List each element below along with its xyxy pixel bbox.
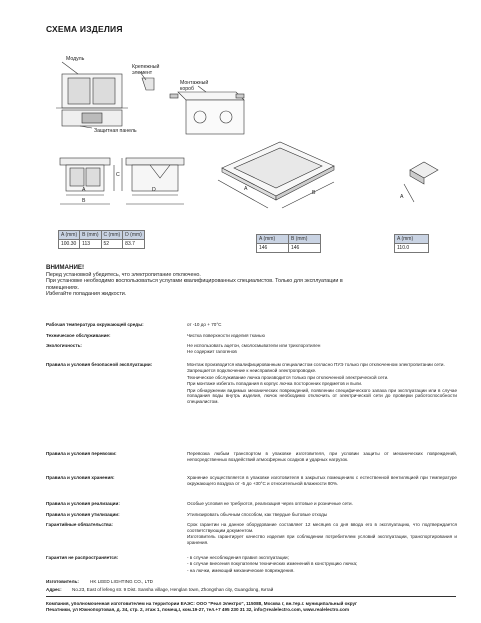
spec-value-line: от -10 до + 70°C <box>187 322 222 327</box>
spec-value-line: Особые условия не требуются, реализация через оптовые и розничные сети. <box>187 501 353 506</box>
warning-line: Перед установкой убедитесь, что электропитание отключено. <box>46 272 201 278</box>
spec-value <box>187 475 457 487</box>
page-title: СХЕМА ИЗДЕЛИЯ <box>46 24 123 34</box>
spec-value-line: Изготовитель гарантирует качество изделия при соблюдении потребителем условий эксплуатации, транспортирования и хранения. <box>187 533 457 545</box>
spec-value <box>187 362 457 405</box>
dim-label-a-part: A <box>400 194 404 200</box>
address-value: No.23, East of lefeng str. 9 Dist. Sansha village, Henglan town, Zhongshan city, Guangdong, Китай <box>72 587 274 592</box>
dim-label-b-iso: B <box>312 190 316 196</box>
spec-value-line: Чистка поверхности изделия тканью <box>187 333 265 338</box>
manufacturer-label: Изготовитель: <box>46 579 79 584</box>
spec-value <box>187 555 457 574</box>
warning-text <box>46 272 446 298</box>
manufacturer-value: HK LEED LIGHTING CO., LTD <box>90 579 153 584</box>
dim-label-c: C <box>116 172 120 178</box>
dimension-table-1 <box>58 230 145 249</box>
dimension-drawings <box>0 0 481 230</box>
warning-line: Избегайте попадания жидкости. <box>46 291 127 298</box>
spec-key: Правила и условия реализации: <box>46 501 120 506</box>
spec-key: Правила и условия безопасной эксплуатации: <box>46 362 153 367</box>
footer-company <box>46 601 466 612</box>
spec-value <box>187 333 457 339</box>
warning-line: При установке необходимо воспользоваться услугами квалифицированных специалистов. Только для эксплуатации в <box>46 278 343 285</box>
manufacturer-row <box>46 579 466 585</box>
spec-value <box>187 343 457 356</box>
spec-key: Гарантия не распространяется: <box>46 555 119 560</box>
dimension-table-2 <box>256 234 321 253</box>
warning-title: ВНИМАНИЕ! <box>46 264 85 271</box>
footer-divider <box>46 596 456 597</box>
warning-line: помещениях. <box>46 284 80 291</box>
spec-key: Гарантийные обязательства: <box>46 522 113 527</box>
table-cell: 52 <box>101 240 123 249</box>
label-module: Модуль <box>66 56 85 62</box>
spec-value-line: Монтаж производится квалифицированным специалистом согласно ПУЭ только при отключенном электропитании сети. <box>187 362 445 367</box>
spec-key: Правила и условия утилизации: <box>46 512 120 517</box>
dim-label-d: D <box>152 187 156 193</box>
table-cell: 83.7 <box>123 240 145 249</box>
spec-key: Техническое обслуживание: <box>46 333 111 338</box>
spec-value <box>187 322 457 328</box>
spec-value-line: Утилизировать обычным способом, как твердые бытовые отходы <box>187 512 328 517</box>
dimension-table-3 <box>394 234 429 253</box>
table-header: A (mm) <box>395 235 429 244</box>
table-cell: 100.30 <box>59 240 80 249</box>
dim-label-a-front: A <box>82 187 86 193</box>
address-label: Адрес: <box>46 587 62 592</box>
spec-value-line: При обнаружении видимых механических повреждений, появлении специфического запаха при эксплуатации или в случае попадания воды внутрь изделия, лючок необходимо отключить от электрической сети до проверки работоспособности специалистом. <box>187 387 457 404</box>
spec-value-line: Запрещается подключение к неисправной электропроводке. <box>187 368 317 374</box>
label-fastener: Крепежный элемент <box>132 64 160 76</box>
table-cell: 110.0 <box>395 244 429 253</box>
spec-value-line: - в случае внесения покупателем технических изменений в конструкцию лючка; <box>187 561 358 567</box>
label-mounting-box: Монтажный короб <box>180 80 209 92</box>
spec-value-line: Не содержит галогенов <box>187 349 237 355</box>
spec-value-line: Перевозка любым транспортом в упаковке изготовителя, при условии защиты от механических повреждений, непосредственных воздействий атмосферных осадков и ударных нагрузок. <box>187 451 457 462</box>
spec-value-line: - на лючки, имеющий механические повреждения. <box>187 567 295 573</box>
table-header: A (mm) <box>257 235 289 244</box>
dim-label-b-front: B <box>82 198 86 204</box>
label-cover-panel: Защитная панель <box>94 128 137 134</box>
spec-value-line: Не использовать ацетон, смолосмыватели или трихлорэтилен <box>187 343 321 348</box>
table-header: B (mm) <box>80 231 101 240</box>
footer-line: Компания, уполномоченная изготовителем на территории ЕАЭС: ООО "Реал Электро", 115088, Москва г, вн.тер.г. муниципальный округ <box>46 601 357 606</box>
spec-value <box>187 522 457 546</box>
address-row <box>46 587 466 593</box>
spec-value-line: Срок гарантии на данное оборудование составляет 12 месяцев со дня ввода его в эксплуатацию, что подтверждается соответствующим документом. <box>187 522 457 533</box>
spec-value <box>187 501 457 507</box>
table-cell: 113 <box>80 240 101 249</box>
table-cell: 146 <box>257 244 289 253</box>
footer-line: Печатники, ул Южнопортовая, д. 34, стр. 2, этаж 1, помещ.I, ком.19-27, тел.+7 495 230 31 32, info@realelectro.com, www.realelectro.com <box>46 606 350 612</box>
spec-value <box>187 451 457 463</box>
dim-label-a-iso: A <box>244 186 248 192</box>
table-cell: 146 <box>289 244 321 253</box>
spec-value <box>187 512 457 518</box>
spec-value-line: Хранение осуществляется в упаковке изготовителя в закрытых помещениях с естественной вентиляцией при температуре окружающего воздуха от -5 до +30°C и относительной влажности 80%. <box>187 475 457 486</box>
table-header: D (mm) <box>123 231 145 240</box>
table-header: A (mm) <box>59 231 80 240</box>
table-header: B (mm) <box>289 235 321 244</box>
spec-key: Рабочая температура окружающей среды: <box>46 322 144 327</box>
spec-key: Правила и условия хранения: <box>46 475 115 480</box>
spec-value-line: - в случае несоблюдения правил эксплуатации; <box>187 555 289 560</box>
spec-key: Экологичность: <box>46 343 82 348</box>
spec-key: Правила и условия перевозки: <box>46 451 117 456</box>
spec-value-line: При монтаже избегать попадания в корпус лючка посторонних предметов и пыли. <box>187 381 363 387</box>
table-header: C (mm) <box>101 231 123 240</box>
spec-value-line: Техническое обслуживание лючка производится только при отключенной электрической сети. <box>187 374 389 380</box>
